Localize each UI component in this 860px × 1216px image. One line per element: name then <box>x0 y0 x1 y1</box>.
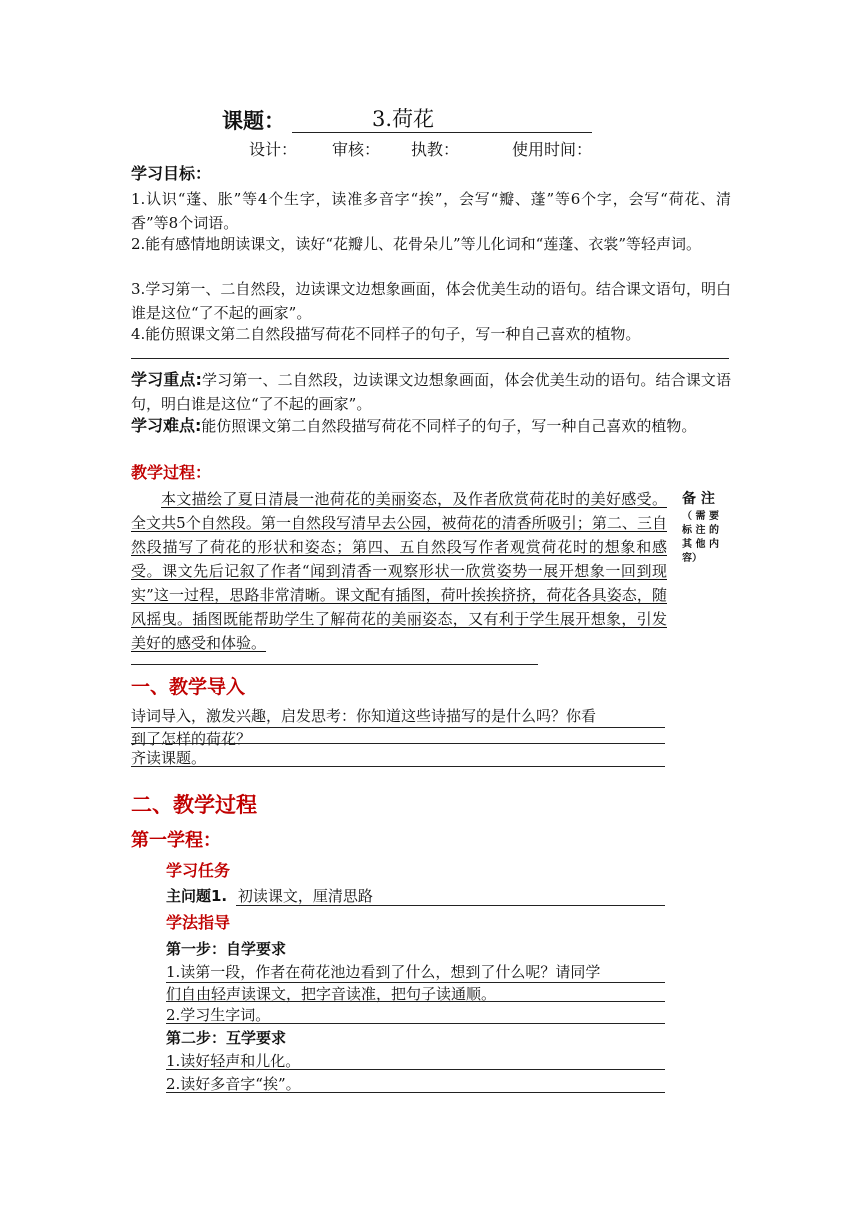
objectives-heading: 学习目标： <box>131 164 212 183</box>
difficulty-label: 学习难点: <box>131 416 202 435</box>
main-question-label: 主问题1. <box>166 887 228 905</box>
step2-underline-2 <box>166 1092 665 1093</box>
meta-review: 审核： <box>332 140 381 159</box>
process-intro: 本文描绘了夏日清晨一池荷花的美丽姿态，及作者欣赏荷花时的美好感受。全文共5个自然段。第一自然段写清早去公园，被荷花的清香所吸引；第二、三自然段描写了荷花的形状和姿态；第四、五自然段写作者观赏荷花时的想象和感受。课文先后记叙了作者“闻到清香一观察形状一欣赏姿势一展开想象一回到现实”这一过程，思路非常清晰。课文配有插图，荷叶挨挨挤挤，荷花各具姿态，随风摇曳。插图既能帮助学生了解荷花的美丽姿态，又有利于学生展开想象，引发美好的感受和体验。 <box>131 490 667 652</box>
step2-line-2: 2.读好多音字“挨”。 <box>166 1075 301 1093</box>
step1-line-2: 们自由轻声读课文，把字音读准，把句子读通顺。 <box>166 985 497 1003</box>
difficulty-text: 能仿照课文第二自然段描写荷花不同样子的句子，写一种自己喜欢的植物。 <box>201 417 697 435</box>
margin-note-line-4: 容） <box>682 553 702 564</box>
objective-2: 2.能有感情地朗读课文，读好“花瓣儿、花骨朵儿”等儿化词和“莲蓬、衣裳”等轻声词。 <box>131 235 701 253</box>
difficulty <box>131 414 731 438</box>
step1-line-3: 2.学习生字词。 <box>166 1006 271 1024</box>
margin-note-line-1: （ 需 要 <box>682 511 719 522</box>
section1-line-3: 齐读课题。 <box>131 749 207 767</box>
task-heading: 学习任务 <box>166 861 231 880</box>
meta-teacher: 执教： <box>411 140 460 159</box>
objective-1: 1.认识“蓬、胀”等4个生字，读准多音字“挨”，会写“瓣、蓬”等6个字，会写“荷花、清香”等8个词语。 <box>131 190 731 232</box>
main-question-text: 初读课文，厘清思路 <box>237 887 373 905</box>
stage-heading: 第一学程： <box>131 830 221 851</box>
section2-heading: 二、教学过程 <box>131 793 257 817</box>
objective-3: 3.学习第一、二自然段，边读课文边想象画面，体会优美生动的语句。结合课文语句，明白谁是这位“了不起的画家”。 <box>131 280 731 322</box>
meta-date: 使用时间： <box>512 140 593 159</box>
title-value: 3.荷花 <box>372 107 435 131</box>
key-point-text: 学习第一、二自然段，边读课文边想象画面，体会优美生动的语句。结合课文语句，明白谁是这位“了不起的画家”。 <box>131 371 731 413</box>
margin-note-title: 备 注 <box>682 491 715 507</box>
objective-4: 4.能仿照课文第二自然段描写荷花不同样子的句子，写一种自己喜欢的植物。 <box>131 325 641 343</box>
key-point-label: 学习重点: <box>131 370 202 389</box>
title-underline <box>292 106 592 133</box>
margin-note-line-2: 标 注 的 <box>682 525 719 536</box>
intro-underline <box>131 664 538 665</box>
step2-line-1: 1.读好轻声和儿化。 <box>166 1052 301 1070</box>
main-question-underline <box>236 905 665 906</box>
section1-heading: 一、教学导入 <box>131 676 246 698</box>
step1-line-1: 1.读第一段，作者在荷花池边看到了什么，想到了什么呢？请同学 <box>166 963 601 981</box>
process-heading: 教学过程： <box>131 463 212 482</box>
step1-underline-2 <box>166 1001 665 1002</box>
section1-line-2: 到了怎样的荷花？ <box>131 730 252 748</box>
section1-line-1: 诗词导入，激发兴趣，启发思考：你知道这些诗描写的是什么吗？你看 <box>131 707 597 725</box>
method-heading: 学法指导 <box>166 913 231 932</box>
step1-label: 第一步：自学要求 <box>166 940 287 958</box>
step2-label: 第二步：互学要求 <box>166 1029 287 1047</box>
step2-underline-1 <box>166 1069 665 1070</box>
step1-underline-3 <box>166 1023 665 1024</box>
section1-underline-3 <box>131 766 665 767</box>
title-label: 课题： <box>222 109 285 133</box>
meta-design: 设计： <box>249 140 298 159</box>
margin-note-line-3: 其 他 内 <box>682 539 719 550</box>
section1-underline-2 <box>131 743 665 744</box>
divider-line <box>131 358 729 359</box>
key-point <box>131 368 731 416</box>
